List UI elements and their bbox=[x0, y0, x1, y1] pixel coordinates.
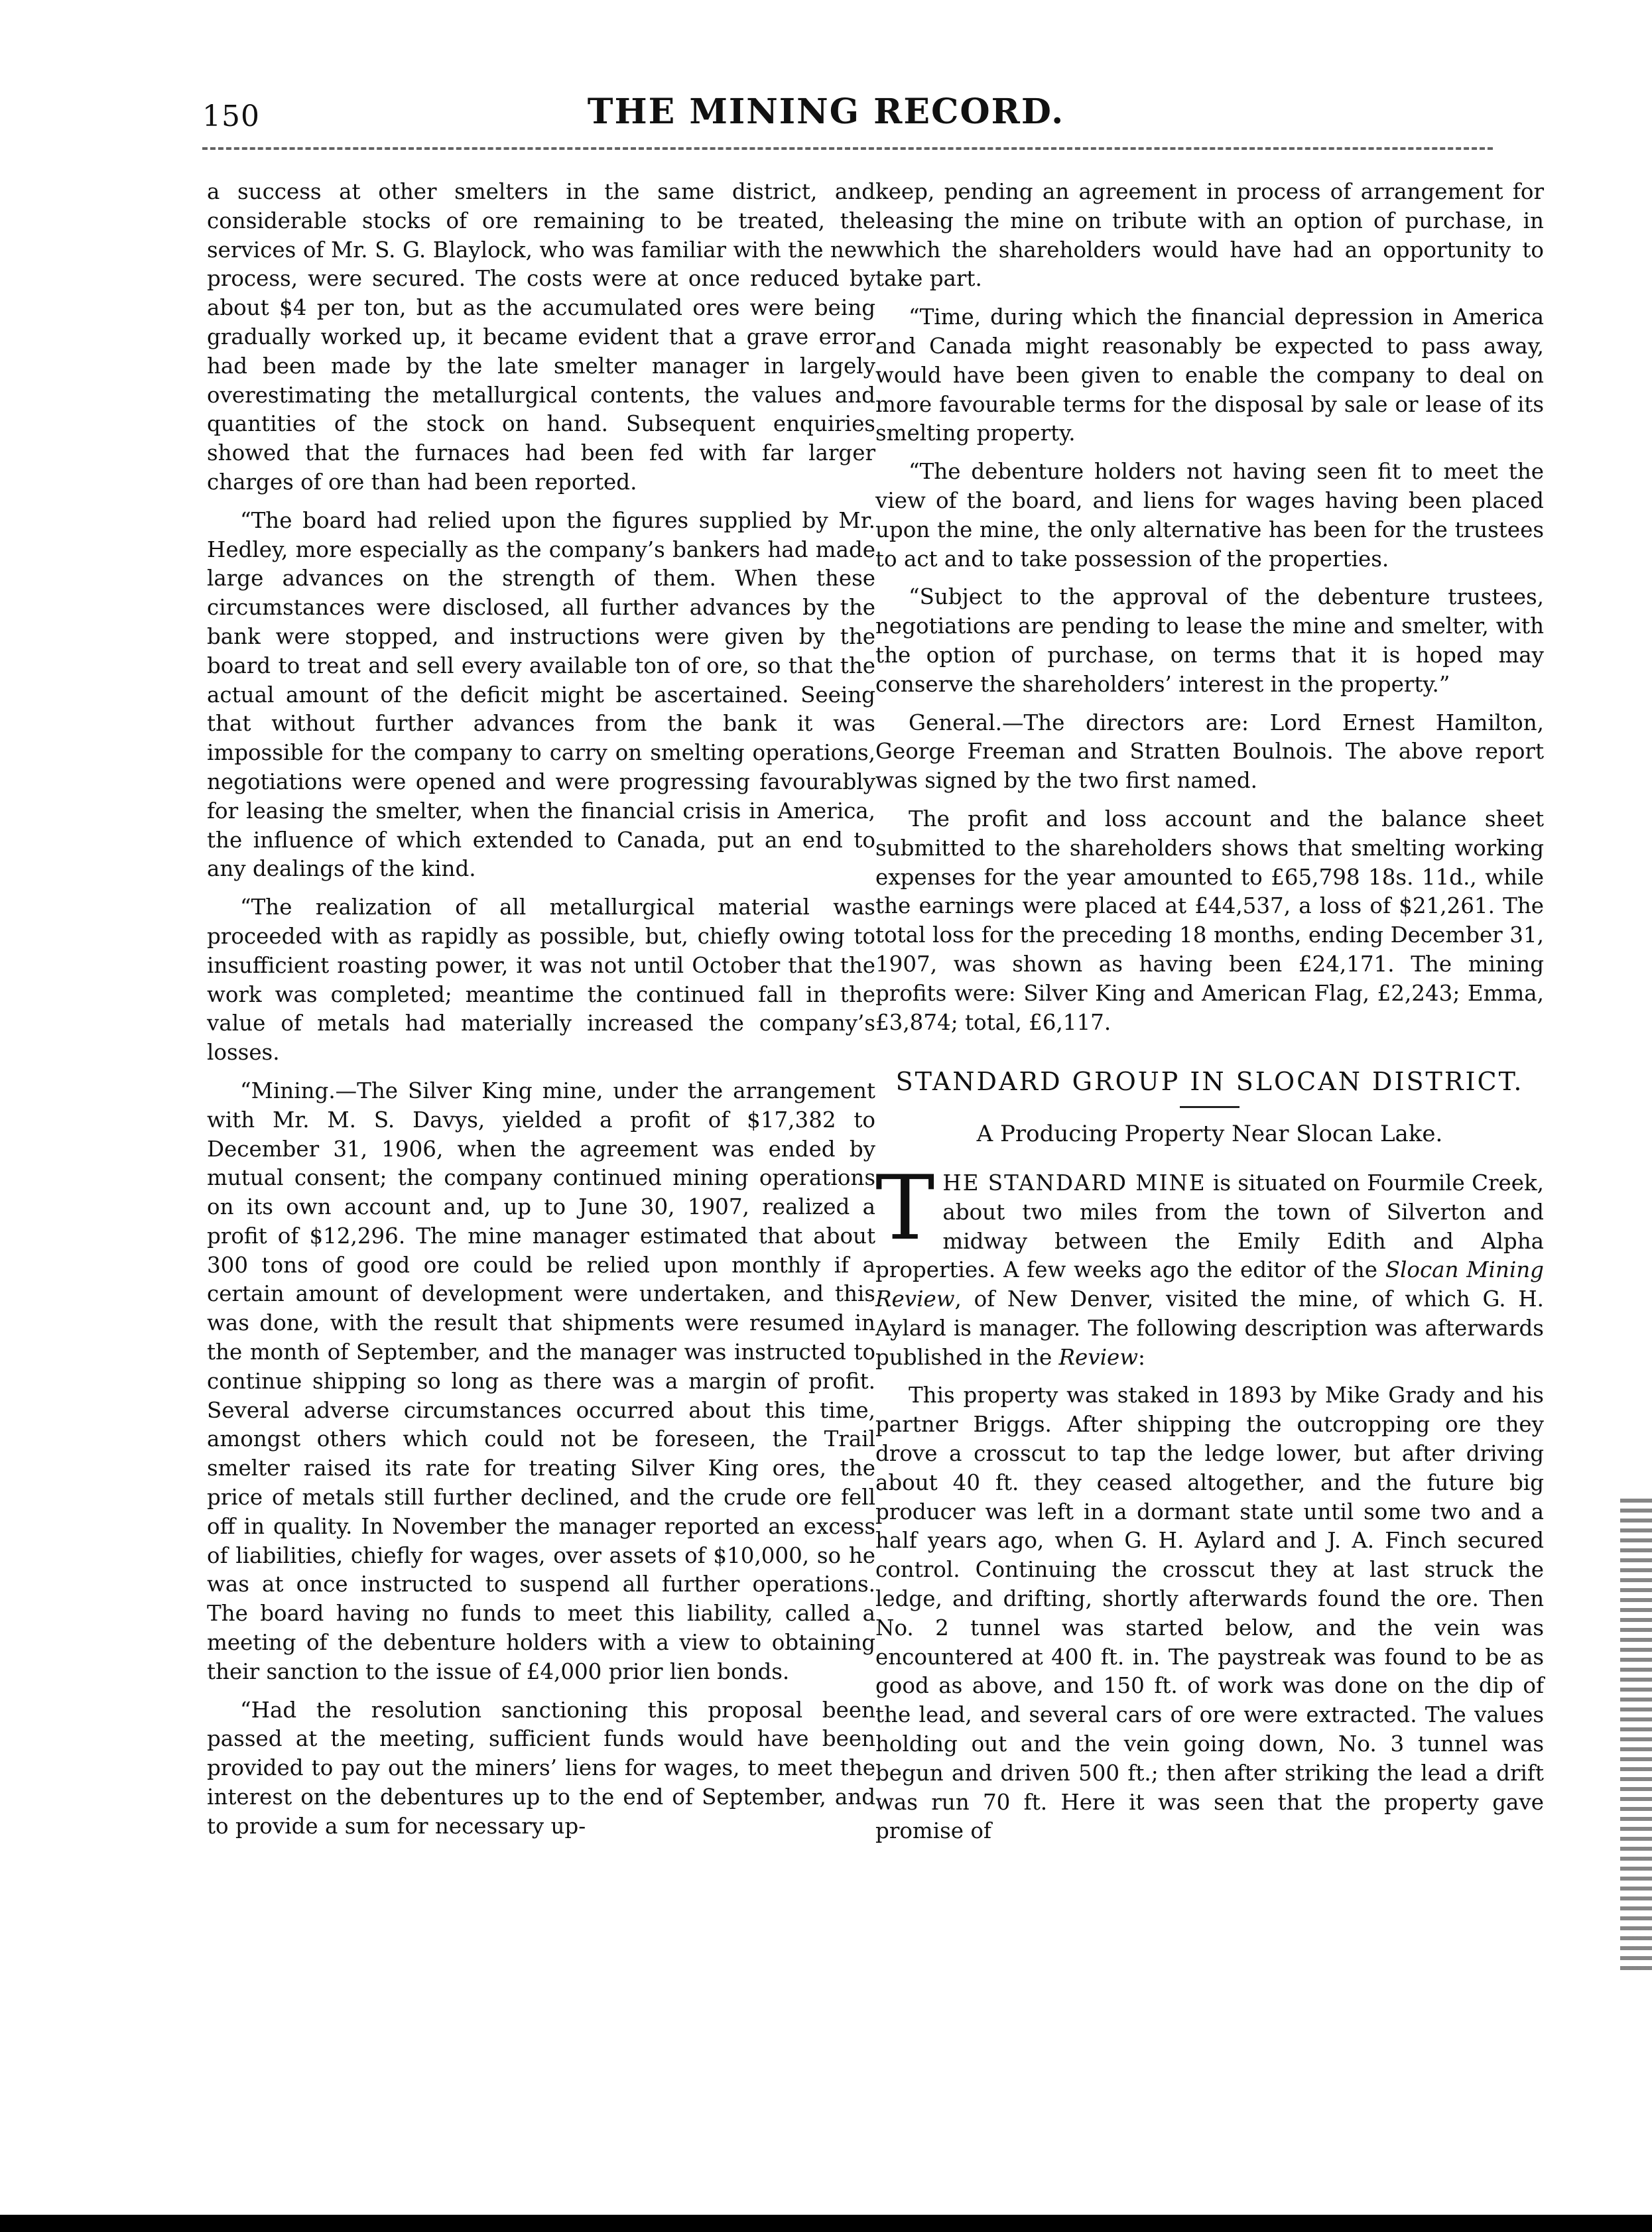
title-rule bbox=[1180, 1106, 1239, 1108]
running-title: THE MINING RECORD. bbox=[587, 92, 1065, 132]
paragraph: keep, pending an agreement in process of arrangement for leasing the mine on tribute with an option of purchase, in which the shareholders would have had an opportunity to take part. bbox=[875, 179, 1544, 292]
lead-text: : bbox=[1138, 1344, 1145, 1370]
right-column bbox=[875, 178, 1544, 1846]
paragraph: “Had the resolution sanctioning this proposal been passed at the meeting, sufficient funds would have been provided to pay out the miners’ liens for wages, to meet the interest on the debentures up to the end of September, and to provide a sum for necessary up- bbox=[207, 1697, 875, 1839]
paragraph: This property was staked in 1893 by Mike Grady and his partner Briggs. After shipping the outcropping ore they drove a crosscut to tap the ledge lower, but after driving about 40 ft. they ceased altogether, and the future big producer was left in a dormant state until some two and a half years ago, when G. H. Aylard and J. A. Finch secured control. Continuing the crosscut they at last struck the ledge, and drifting, shortly afterwards found the ore. Then No. 2 tunnel was started below, and the vein was encountered at 400 ft. in. The paystreak was found to be as good as above, and 150 ft. of work was done on the dip of the lead, and several cars of ore were extracted. The values holding out and the vein going down, No. 3 tunnel was begun and driven 500 ft.; then after striking the lead a drift was run 70 ft. Here it was seen that the property gave promise of bbox=[875, 1383, 1544, 1844]
paragraph: “Subject to the approval of the debenture trustees, negotiations are pending to lease the mine and smelter, with the option of purchase, on terms that it is hoped may conserve the shareholders’ interest in the property.” bbox=[875, 584, 1544, 697]
article-subtitle: A Producing Property Near Slocan Lake. bbox=[976, 1121, 1443, 1148]
paragraph: “The debenture holders not having seen fit to meet the view of the board, and liens for wages having been placed upon the mine, the only alternative has been for the trustees to act and to take possession of the properties. bbox=[875, 459, 1544, 572]
publication-name: Review bbox=[1058, 1344, 1139, 1370]
drop-cap: T bbox=[875, 1156, 935, 1260]
left-column bbox=[207, 178, 875, 1841]
paragraph: “The board had relied upon the figures supplied by Mr. Hedley, more especially as the company’s bankers had made large advances on the strength of them. When these circumstances were disclosed, all further advances by the bank were stopped, and instructions were given by the board to treat and sell every available ton of ore, so that the actual amount of the deficit might be ascertained. Seeing that without further advances from the bank it was impossible for the company to carry on smelting operations, negotiations were opened and were progressing favourably for leasing the smelter, when the financial crisis in America, the influence of which extended to Canada, put an end to any dealings of the kind. bbox=[207, 507, 875, 882]
article-title: STANDARD GROUP IN SLOCAN DISTRICT. bbox=[895, 1067, 1524, 1097]
paragraph: “Time, during which the financial depression in America and Canada might reasonably be expected to pass away, would have been given to enable the company to deal on more favourable terms for the disposal by sale or lease of its smelting property. bbox=[875, 304, 1544, 446]
page-number: 150 bbox=[202, 99, 260, 133]
paragraph: “The realization of all metallurgical material was proceeded with as rapidly as possible, but, chiefly owing to insufficient roasting power, it was not until October that the work was completed; meantime the continued fall in the value of metals had materially increased the company’s losses. bbox=[207, 895, 875, 1066]
scan-edge-mark bbox=[1620, 1499, 1652, 1976]
lead-caps: HE STANDARD MINE bbox=[942, 1170, 1206, 1196]
paragraph: “Mining.—The Silver King mine, under the arrangement with Mr. M. S. Davys, yielded a profit of $17,382 to December 31, 1906, when the agreement was ended by mutual consent; the company continued mining operations on its own account and, up to June 30, 1907, realized a profit of $12,296. The mine manager estimated that about 300 tons of good ore could be relied upon monthly if a certain amount of development were undertaken, and this was done, with the result that shipments were resumed in the month of September, and the manager was instructed to continue shipping so long as there was a margin of profit. Several adverse circumstances occurred about this time, amongst others which could not be foreseen, the Trail smelter raised its rate for treating Silver King ores, the price of metals still further declined, and the crude ore fell off in quality. In November the manager reported an excess of liabilities, chiefly for wages, over assets of $10,000, so he was at once instructed to suspend all further operations. The board having no funds to meet this liability, called a meeting of the debenture holders with a view to obtaining their sanction to the issue of £4,000 prior lien bonds. bbox=[207, 1078, 875, 1684]
paragraph: General.—The directors are: Lord Ernest Hamilton, George Freeman and Stratten Boulnois. The above report was signed by the two first named. bbox=[875, 710, 1544, 794]
lead-text: , of New Denver, visited the mine, of which G. H. Aylard is manager. The following description was afterwards published in the bbox=[875, 1286, 1544, 1370]
article-lead-paragraph bbox=[875, 1156, 1544, 1373]
header-rule bbox=[202, 147, 1493, 150]
lead-text: is situated on Fourmile Creek, about two miles from the town of Silverton and midway between the Emily Edith and Alpha properties. A few weeks ago the editor of the bbox=[875, 1170, 1544, 1283]
publication-name: Slocan Mining Review bbox=[875, 1257, 1544, 1312]
scan-bottom-bar bbox=[0, 2215, 1652, 2232]
paragraph: a success at other smelters in the same district, and considerable stocks of ore remaining to be treated, the services of Mr. S. G. Blaylock, who was familiar with the new process, were secured. The costs were at once reduced by about $4 per ton, but as the accumulated ores were being gradually worked up, it became evident that a grave error had been made by the late smelter manager in largely overestimating the metallurgical contents, the values and quantities of the stock on hand. Subsequent enquiries showed that the furnaces had been fed with far larger charges of ore than had been reported. bbox=[207, 179, 875, 495]
paragraph: The profit and loss account and the balance sheet submitted to the shareholders shows that smelting working expenses for the year amounted to £65,798 18s. 11d., while the earnings were placed at £44,537, a loss of $21,261. The total loss for the preceding 18 months, ending December 31, 1907, was shown as having been £24,171. The mining profits were: Silver King and American Flag, £2,243; Emma, £3,874; total, £6,117. bbox=[875, 806, 1544, 1035]
